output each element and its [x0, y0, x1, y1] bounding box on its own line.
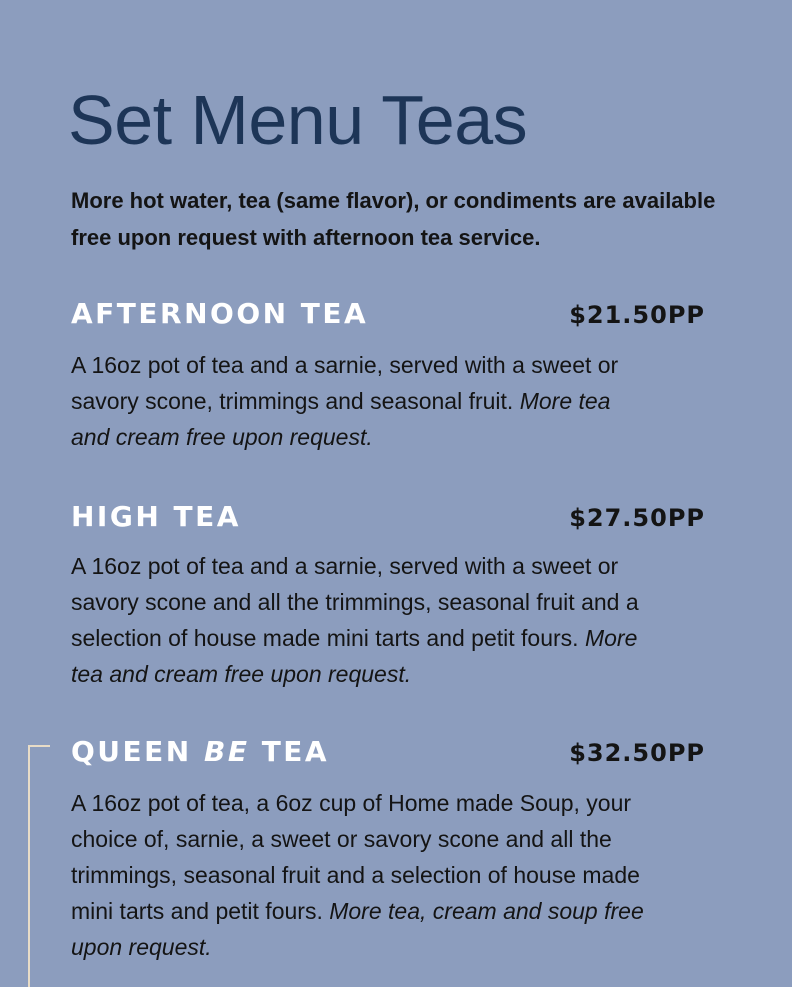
menu-item-queen-be-tea-description	[71, 785, 651, 965]
menu-item-price: $27.50PP	[569, 504, 705, 532]
menu-item-price: $21.50PP	[569, 301, 705, 329]
menu-item-note: More tea, cream and soup free upon request.	[71, 898, 644, 960]
menu-item-price: $32.50PP	[569, 739, 705, 767]
menu-item-name-emphasis: BE	[203, 735, 250, 768]
intro-text: More hot water, tea (same flavor), or condiments are available free upon request with afternoon tea service.	[71, 188, 716, 250]
menu-item-name: AFTERNOON TEA	[71, 297, 369, 330]
menu-item-description-text: A 16oz pot of tea, a 6oz cup of Home made Soup, your choice of, sarnie, a sweet or savory scone and all the trimmings, seasonal fruit and a selection of house made mini tarts and petit fours.	[71, 790, 640, 924]
menu-item-afternoon-tea-description	[71, 347, 631, 455]
menu-item-name: HIGH TEA	[71, 500, 241, 533]
menu-item-description-text: A 16oz pot of tea and a sarnie, served with a sweet or savory scone and all the trimmings, seasonal fruit and a selection of house made mini tarts and petit fours.	[71, 553, 639, 651]
menu-item-name	[71, 732, 329, 772]
menu-item-note: More tea and cream free upon request.	[71, 625, 638, 687]
menu-item-name-part: QUEEN	[71, 735, 192, 768]
menu-item-queen-be-tea-header	[71, 732, 705, 772]
menu-item-high-tea-description	[71, 548, 671, 692]
menu-item-afternoon-tea-header	[71, 294, 705, 334]
menu-item-name-part: TEA	[261, 735, 330, 768]
menu-item-note: More tea and cream free upon request.	[71, 388, 611, 450]
menu-item-description-text: A 16oz pot of tea and a sarnie, served with a sweet or savory scone, trimmings and seasonal fruit.	[71, 352, 619, 414]
page-title: Set Menu Teas	[68, 81, 528, 159]
menu-item-high-tea-header	[71, 497, 705, 537]
decorative-bracket	[28, 745, 50, 987]
